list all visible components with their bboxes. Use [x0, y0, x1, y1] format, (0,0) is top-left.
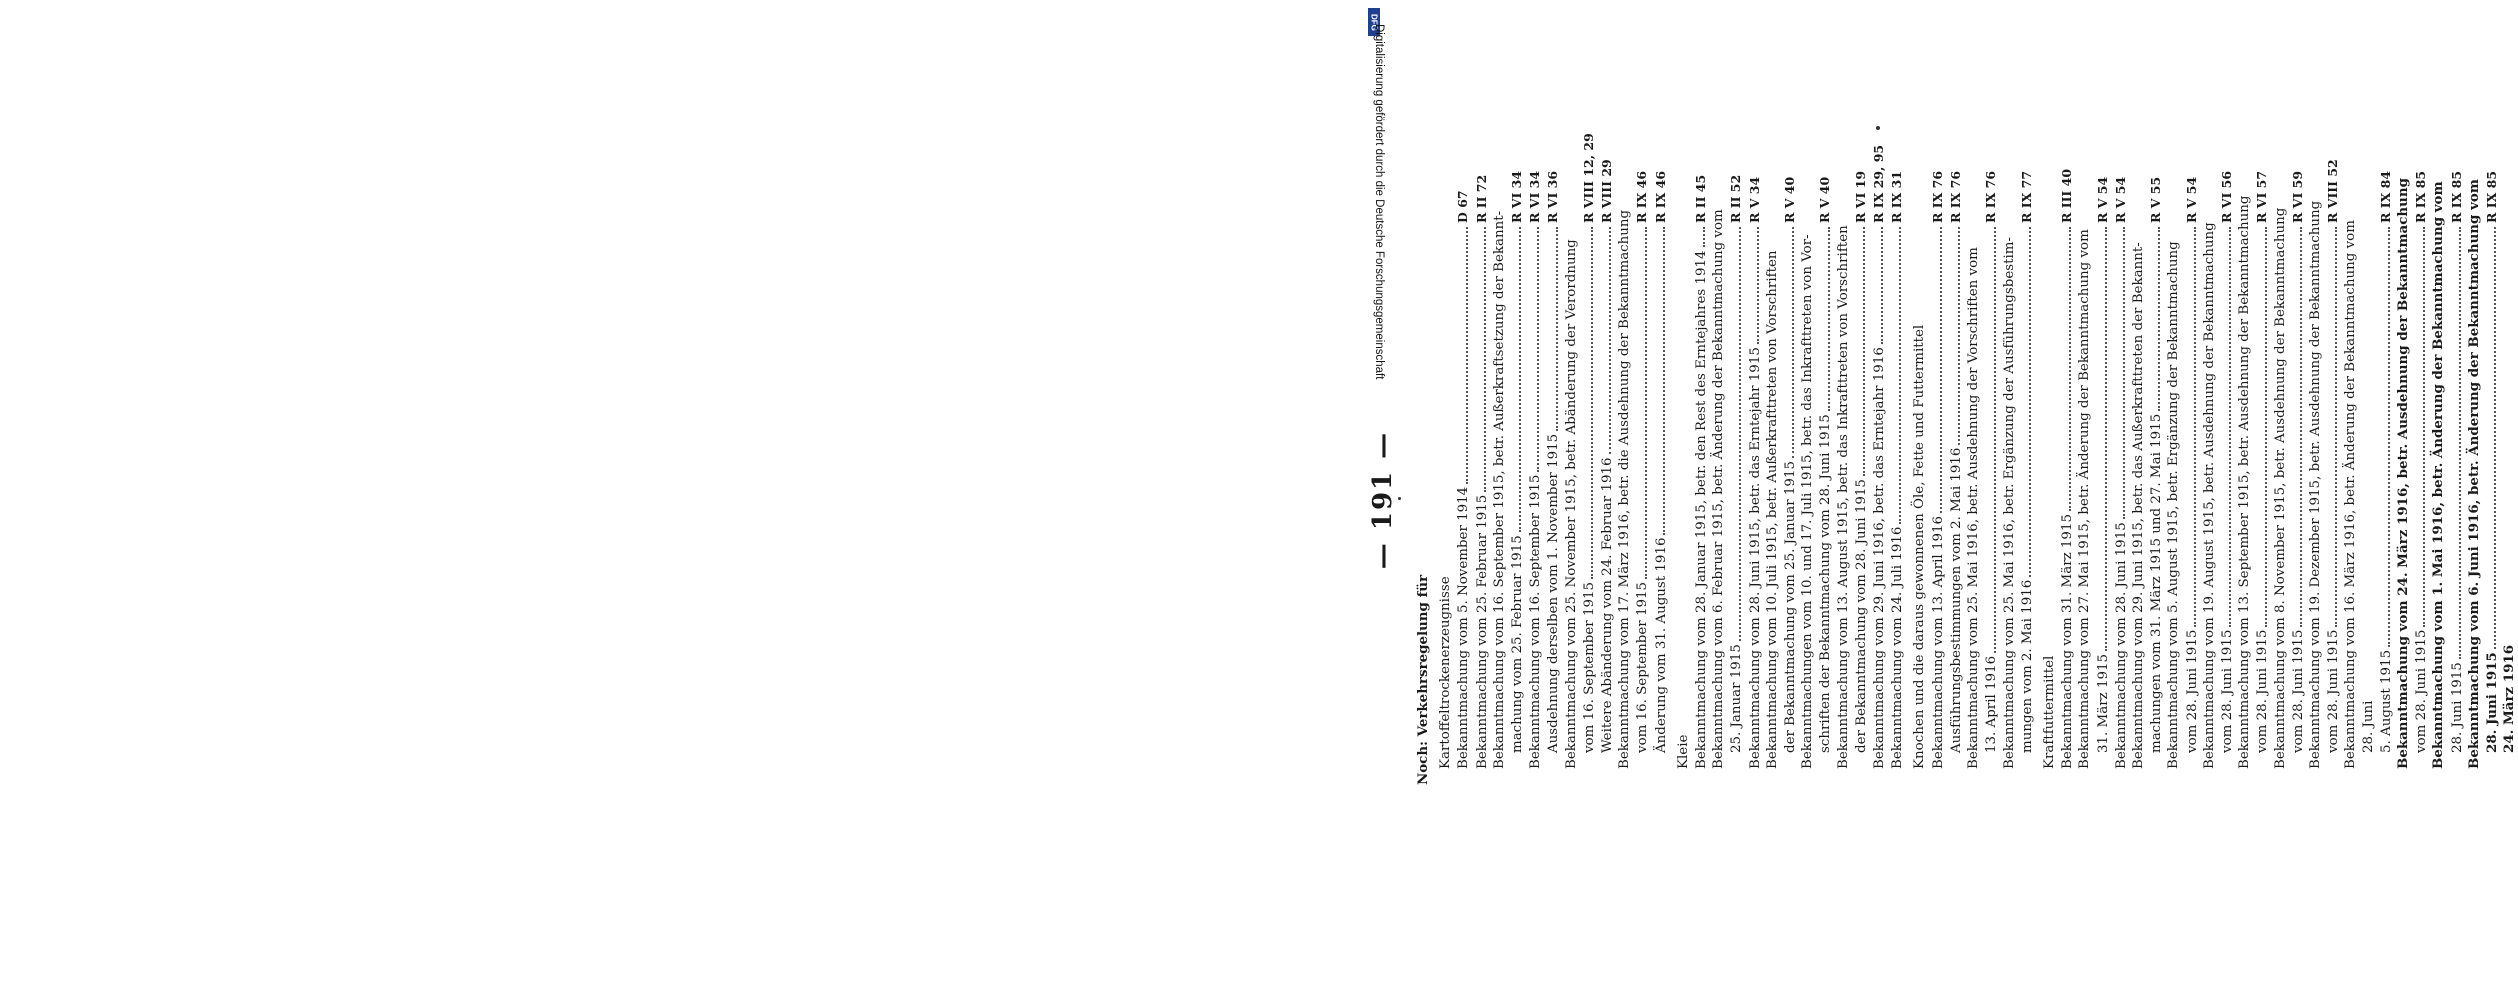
section-title: [1437, 95, 1454, 785]
section-title: [1675, 95, 1692, 785]
entry-text: vom 28. Juni 1915: [2255, 629, 2271, 753]
index-entry: [1727, 95, 1745, 785]
entry-text: Bekanntmachung vom 25. Februar 1915: [1474, 494, 1490, 769]
entry-text: machung vom 25. Februar 1915: [1510, 535, 1526, 753]
entry-text: Bekanntmachung vom 28. Juni 1915, betr. das Erntejahr 1915: [1747, 347, 1763, 769]
index-entry: [1580, 95, 1598, 785]
index-entry: [2448, 95, 2466, 785]
section-title: [2041, 95, 2058, 785]
dot-leader: [1938, 227, 1942, 513]
header-line: [1415, 95, 1432, 785]
dot-leader: [2386, 227, 2390, 647]
entry-text: der Bekanntmachung vom 28. Juni 1915: [1853, 479, 1869, 753]
index-entry: [2289, 95, 2307, 785]
dot-leader: [1956, 227, 1960, 445]
dot-leader: [2192, 227, 2196, 627]
entry-reference: R VI 34: [1527, 170, 1543, 223]
index-entry: [2001, 95, 2018, 785]
entry-text: vom 16. September 1915: [1581, 581, 1597, 753]
index-entry: [1947, 95, 1965, 785]
entry-text: machungen vom 31. März 1915 und 27. Mai 1915: [2149, 413, 2165, 753]
index-entry: [1799, 95, 1816, 785]
entry-text: mungen vom 2. Mai 1916: [2019, 579, 2035, 753]
dot-leader: [1755, 227, 1759, 344]
entry-text: Bekanntmachung vom 6. Juni 1916, betr. Änderung der Bekanntmachung vom: [2465, 179, 2482, 769]
index-entry: [2412, 95, 2430, 785]
index-entry: [1508, 95, 1526, 785]
index-entry: [1982, 95, 2000, 785]
entry-reference: R IX 77: [2018, 170, 2034, 223]
entry-text: 25. Januar 1915: [1729, 644, 1745, 753]
index-entry: [2236, 95, 2253, 785]
dot-leader: [2421, 227, 2425, 627]
entry-text: vom 28. Juni 1915: [2414, 629, 2430, 753]
entry-text: vom 16. September 1915: [1635, 581, 1651, 753]
dot-leader: [2121, 227, 2125, 519]
entry-reference: R V 54: [2112, 176, 2128, 223]
entry-reference: R VI 59: [2289, 170, 2305, 223]
dot-leader: [2333, 227, 2337, 627]
entry-reference: R IX 76: [1983, 170, 1999, 223]
index-list: [1415, 95, 2518, 785]
entry-text: 28. Juni: [2360, 700, 2376, 753]
entry-text: Ausdehnung derselben vom 1. November 1915: [1546, 433, 1562, 753]
dot-leader: [1737, 227, 1741, 641]
index-entry: [1454, 95, 1472, 785]
index-entry: [2165, 95, 2182, 785]
entry-text: Bekanntmachung vom 19. August 1915, betr. Ausdehnung der Bekanntmachung: [2201, 222, 2217, 769]
entry-text: 28. Juni 1915: [2483, 652, 2500, 753]
index-entry: [2112, 95, 2130, 785]
header-line-text: Noch: Verkehrsregelung für: [1415, 574, 1431, 785]
dot-leader: [1879, 227, 1883, 344]
index-entry: [2342, 95, 2359, 785]
index-entry: [2430, 95, 2447, 785]
dot-leader: [2027, 227, 2031, 577]
entry-text: 5. August 1915: [2378, 649, 2394, 753]
dot-leader: [2298, 227, 2302, 627]
entry-text: Weitere Abänderung vom 24. Februar 1916: [1600, 457, 1616, 753]
index-entry: [2466, 95, 2483, 785]
index-entry: [1616, 95, 1633, 785]
index-entry: [1965, 95, 1982, 785]
index-entry: [2094, 95, 2112, 785]
entry-reference: R IX 31: [1889, 170, 1905, 223]
index-entry: [2147, 95, 2165, 785]
entry-reference: R V 55: [2148, 176, 2164, 223]
index-entry: [1544, 95, 1562, 785]
entry-text: Bekanntmachung vom 16. März 1916, betr. Änderung der Bekanntmachung vom: [2343, 220, 2359, 769]
entry-text: Bekanntmachung vom 29. Juni 1915, betr. das Außerkrafttreten der Bekannt-: [2130, 242, 2146, 769]
entry-reference: R VIII 29: [1599, 159, 1615, 223]
index-entry: [1563, 95, 1580, 785]
section-title: [1911, 95, 1928, 785]
index-entry: [2183, 95, 2201, 785]
entry-text: Bekanntmachung vom 13. August 1915, betr. das Inkrafttreten von Vorschriften: [1835, 225, 1851, 769]
dot-leader: [1554, 227, 1558, 431]
entry-text: 28. Juni 1915: [2449, 662, 2465, 753]
entry-text: Ausführungsbestimmungen vom 2. Mai 1916: [1948, 447, 1964, 753]
index-entry: [2018, 95, 2036, 785]
entry-text: Bekanntmachung vom 8. November 1915, betr. Ausdehnung der Bekanntmachung: [2272, 207, 2288, 769]
entry-reference: R III 40: [2059, 168, 2075, 223]
dot-leader: [1661, 227, 1665, 535]
entry-text: 31. März 1915: [2095, 653, 2111, 753]
index-entry: [2130, 95, 2147, 785]
entry-text: Bekanntmachung vom 16. September 1915: [1528, 474, 1544, 769]
entry-text: Bekanntmachung vom 13. September 1915, betr. Ausdehnung der Bekanntmachung: [2237, 195, 2253, 769]
index-entry: [1816, 95, 1834, 785]
dot-leader: [1643, 227, 1647, 579]
entry-reference: R VI 36: [1545, 170, 1561, 223]
index-entry: [1710, 95, 1727, 785]
dot-leader: [2103, 227, 2107, 651]
entry-text: der Bekanntmachung vom 25. Januar 1915: [1783, 461, 1799, 753]
index-entry: [2201, 95, 2218, 785]
digitization-credit: Digitalisierung gefördert durch die Deutsche Forschungsgemeinschaft: [1373, 24, 1385, 380]
entry-text: Bekanntmachung vom 10. Juli 1915, betr. Außerkrafttreten von Vorschriften: [1764, 250, 1780, 769]
index-entry: [1888, 95, 1906, 785]
entry-reference: R IX 29, 95: [1871, 144, 1887, 223]
entry-reference: R IX 85: [2483, 170, 2499, 223]
index-entry: [2324, 95, 2342, 785]
entry-reference: R IX 46: [1634, 170, 1650, 223]
page-number: — 191 —: [1368, 430, 1398, 570]
entry-reference: R II 45: [1693, 174, 1709, 223]
scan-speck: [1876, 126, 1880, 130]
entry-text: Bekanntmachung vom 25. Mai 1916, betr. Ergänzung der Ausführungsbestim-: [2001, 236, 2017, 769]
dot-leader: [1535, 227, 1539, 472]
entry-text: 24. März 1916: [2501, 644, 2518, 753]
entry-text: Bekanntmachung vom 5. August 1915, betr. Ergänzung der Bekanntmachung: [2166, 241, 2182, 769]
dot-leader: [1464, 227, 1468, 484]
entry-text: Bekanntmachung vom 16. September 1915, betr. Außerkraftsetzung der Bekannt-: [1491, 210, 1507, 769]
index-entry: [1781, 95, 1799, 785]
dot-leader: [1992, 227, 1996, 653]
index-entry: [2483, 95, 2501, 785]
entry-text: Änderung vom 31. August 1916: [1653, 537, 1669, 753]
dot-leader: [1482, 227, 1486, 492]
entry-reference: R V 54: [2183, 176, 2199, 223]
entry-reference: R VIII 12, 29: [1580, 133, 1596, 223]
dot-leader: [2227, 227, 2231, 627]
dot-leader: [1826, 227, 1830, 411]
entry-reference: R IX 46: [1652, 170, 1668, 223]
dot-leader: [2263, 227, 2267, 627]
index-entry: [1746, 95, 1764, 785]
entry-reference: R V 40: [1817, 176, 1833, 223]
entry-text: Bekanntmachung vom 25. November 1915, betr. Abänderung der Verordnung: [1563, 239, 1579, 769]
entry-text: vom 28. Juni 1915: [2184, 629, 2200, 753]
dot-leader: [2156, 227, 2160, 411]
entry-text: Bekanntmachung vom 13. April 1916: [1930, 515, 1946, 769]
sections-container: [1437, 95, 2518, 785]
index-entry: [2395, 95, 2412, 785]
index-entry: [1929, 95, 1947, 785]
section-title-text: Kleie: [1675, 734, 1691, 769]
index-entry: [1692, 95, 1710, 785]
entry-text: vom 28. Juni 1915: [2326, 629, 2342, 753]
entry-reference: R VI 57: [2254, 170, 2270, 223]
index-entry: [1870, 95, 1888, 785]
dot-leader: [2492, 227, 2496, 649]
index-entry: [1526, 95, 1544, 785]
entry-reference: R IX 85: [2448, 170, 2464, 223]
index-entry: [2501, 95, 2518, 785]
entry-reference: R IX 76: [1947, 170, 1963, 223]
entry-text: schriften der Bekanntmachung vom 28. Juni 1915: [1818, 414, 1834, 753]
index-entry: [2076, 95, 2093, 785]
dot-leader: [1861, 227, 1865, 476]
entry-reference: R IX 84: [2377, 170, 2393, 223]
index-entry: [1598, 95, 1616, 785]
entry-reference: R VI 56: [2218, 170, 2234, 223]
entry-text: Bekanntmachung vom 17. März 1916, betr. die Ausdehnung der Bekanntmachung: [1617, 209, 1633, 769]
entry-reference: R V 34: [1746, 176, 1762, 223]
index-entry: [2058, 95, 2076, 785]
entry-text: Bekanntmachung vom 24. Juli 1916: [1890, 526, 1906, 769]
dot-leader: [1701, 227, 1705, 247]
index-entry: [2377, 95, 2395, 785]
index-entry: [1491, 95, 1508, 785]
dot-leader: [1589, 227, 1593, 579]
entry-text: Bekanntmachung vom 29. Juni 1916, betr. das Erntejahr 1916: [1872, 347, 1888, 769]
dot-leader: [1607, 227, 1611, 454]
entry-text: Bekanntmachung vom 6. Februar 1915, betr. Änderung der Bekanntmachung vom: [1711, 209, 1727, 769]
entry-reference: D 67: [1455, 190, 1471, 223]
dfg-logo: DFG: [1368, 8, 1380, 36]
entry-text: Bekanntmachung vom 28. Januar 1915, betr. den Rest des Erntejahres 1914: [1694, 250, 1710, 769]
index-entry: [1652, 95, 1670, 785]
index-entry: [2360, 95, 2377, 785]
entry-text: 13. April 1916: [1984, 655, 2000, 753]
index-entry: [1764, 95, 1781, 785]
section-title-text: Kraftfuttermittel: [2041, 655, 2057, 769]
entry-reference: R VI 34: [1509, 170, 1525, 223]
entry-text: Bekanntmachung vom 27. Mai 1915, betr. Änderung der Bekanntmachung vom: [2077, 229, 2093, 769]
scan-speck: [1398, 497, 1401, 500]
index-entry: [1633, 95, 1651, 785]
dot-leader: [1897, 227, 1901, 524]
dot-leader: [2067, 227, 2071, 511]
entry-text: vom 28. Juni 1915: [2219, 629, 2235, 753]
entry-text: Bekanntmachung vom 31. März 1915: [2060, 514, 2076, 769]
index-entry: [2272, 95, 2289, 785]
entry-reference: R V 54: [2094, 176, 2110, 223]
entry-reference: R VIII 52: [2325, 159, 2341, 223]
section-title-text: Kartoffeltrockenerzeugnisse: [1438, 576, 1454, 769]
entry-reference: R IX 76: [1929, 170, 1945, 223]
scanned-page: [1250, 0, 2518, 1000]
entry-reference: R II 72: [1473, 174, 1489, 223]
index-entry: [2307, 95, 2324, 785]
entry-text: Bekanntmachung vom 24. März 1916, betr. Ausdehnung der Bekanntmachung: [2394, 178, 2411, 769]
entry-reference: R IX 85: [2413, 170, 2429, 223]
entry-text: Bekanntmachung vom 1. Mai 1916, betr. Änderung der Bekanntmachung vom: [2430, 181, 2447, 769]
entry-reference: R V 40: [1782, 176, 1798, 223]
dot-leader: [1517, 227, 1521, 532]
entry-text: vom 28. Juni 1915: [2290, 629, 2306, 753]
index-entry: [2218, 95, 2236, 785]
entry-text: Bekanntmachung vom 25. Mai 1916, betr. Ausdehnung der Vorschriften vom: [1966, 247, 1982, 769]
index-entry: [1852, 95, 1870, 785]
index-entry: [1473, 95, 1491, 785]
entry-text: Bekanntmachung vom 5. November 1914: [1456, 486, 1472, 769]
entry-text: Bekanntmachung vom 19. Dezember 1915, betr. Ausdehnung der Bekanntmachung: [2307, 200, 2323, 769]
entry-text: Bekanntmachungen vom 10. und 17. Juli 1915, betr. das Inkrafttreten von Vor-: [1800, 234, 1816, 769]
entry-reference: R II 52: [1728, 174, 1744, 223]
index-entry: [2253, 95, 2271, 785]
dot-leader: [1790, 227, 1794, 458]
dot-leader: [2457, 227, 2461, 659]
section-title-text: Knochen und die daraus gewonnenen Öle, Fette und Futtermittel: [1912, 324, 1928, 769]
entry-text: Bekanntmachung vom 28. Juni 1915: [2113, 522, 2129, 769]
entry-reference: R VI 19: [1852, 170, 1868, 223]
index-entry: [1835, 95, 1852, 785]
